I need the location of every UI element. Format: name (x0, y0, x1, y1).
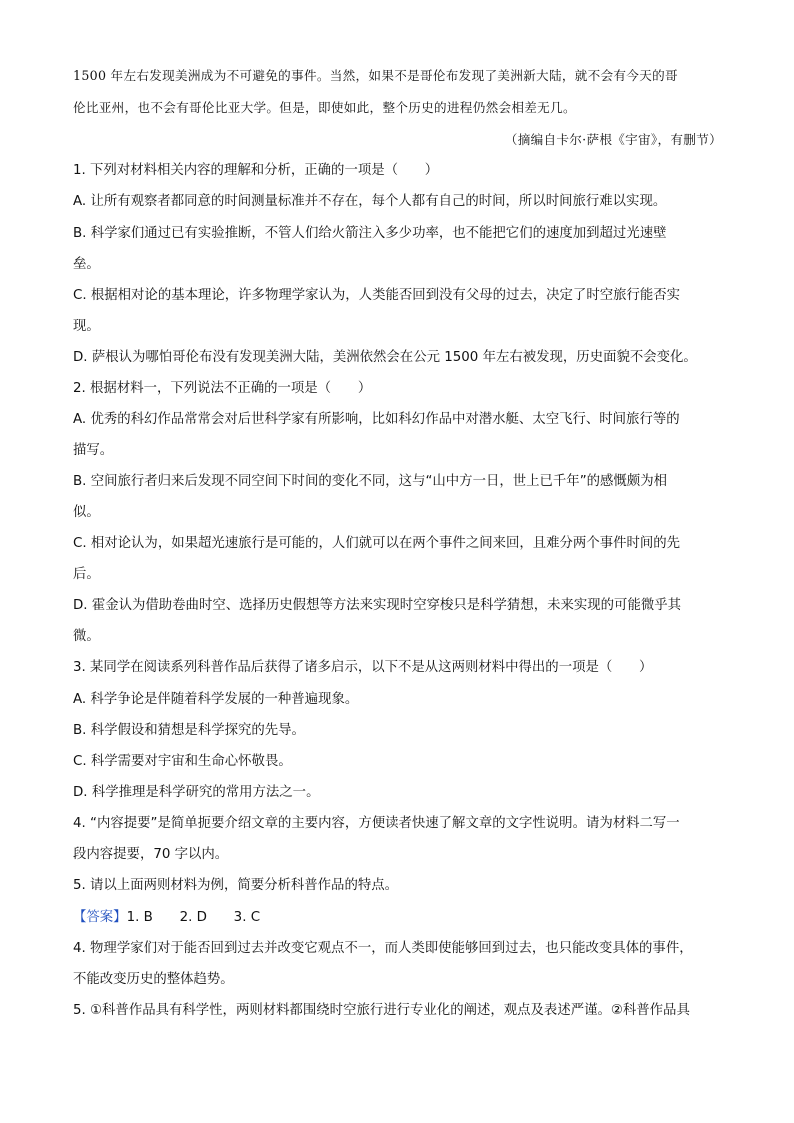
question-2-option-d: D. 霍金认为借助卷曲时空、选择历史假想等方法来实现时空穿梭只是科学猜想，未来实现的可能微乎其 (73, 598, 682, 613)
question-4-stem-cont: 段内容提要，70 字以内。 (73, 847, 229, 862)
question-2-option-b-cont: 似。 (73, 505, 100, 520)
question-1-option-b-cont: 垒。 (73, 257, 100, 272)
question-2-option-c-cont: 后。 (73, 567, 100, 582)
question-2-option-a-cont: 描写。 (73, 443, 114, 458)
question-2-stem: 2. 根据材料一，下列说法不正确的一项是（ ） (73, 381, 372, 396)
question-3-option-a: A. 科学争论是伴随着科学发展的一种普遍现象。 (73, 692, 359, 707)
question-2-option-b: B. 空间旅行者归来后发现不同空间下时间的变化不同，这与“山中方一日，世上已千年”的感慨颇为相 (73, 474, 667, 489)
question-3-option-b: B. 科学假设和猜想是科学探究的先导。 (73, 723, 305, 738)
question-2-option-a: A. 优秀的科幻作品常常会对后世科学家有所影响，比如科幻作品中对潜水艇、太空飞行、时间旅行等的 (73, 412, 680, 427)
question-1-stem: 1. 下列对材料相关内容的理解和分析，正确的一项是（ ） (73, 163, 439, 178)
question-5-stem: 5. 请以上面两则材料为例，简要分析科普作品的特点。 (73, 878, 399, 893)
question-4-stem: 4. “内容提要”是简单扼要介绍文章的主要内容，方便读者快速了解文章的文字性说明。请为材料二写一 (73, 816, 680, 831)
answer-5-line-1: 5. ①科普作品具有科学性，两则材料都围绕时空旅行进行专业化的阐述，观点及表述严谨。②科普作品具 (73, 1003, 690, 1018)
passage-source: （摘编自卡尔·萨根《宇宙》，有删节） (504, 132, 722, 147)
question-2-option-c: C. 相对论认为，如果超光速旅行是可能的，人们就可以在两个事件之间来回，且难分两个事件时间的先 (73, 536, 681, 551)
passage-line-1: 1500 年左右发现美洲成为不可避免的事件。当然，如果不是哥伦布发现了美洲新大陆，就不会有今天的哥 (73, 68, 678, 83)
answer-text: 1. B 2. D 3. C (126, 910, 261, 925)
passage-line-2: 伦比亚州，也不会有哥伦比亚大学。但是，即使如此，整个历史的进程仍然会相差无几。 (73, 100, 576, 115)
question-2-option-d-cont: 微。 (73, 629, 100, 644)
answer-4-line-1: 4. 物理学家们对于能否回到过去并改变它观点不一，而人类即使能够回到过去，也只能改变具体的事件， (73, 941, 693, 956)
question-1-option-d: D. 萨根认为哪怕哥伦布没有发现美洲大陆，美洲依然会在公元 1500 年左右被发现，历史面貌不会变化。 (73, 350, 697, 365)
question-1-option-b: B. 科学家们通过已有实验推断，不管人们给火箭注入多少功率，也不能把它们的速度加到超过光速壁 (73, 226, 667, 241)
answer-label: 【答案】 (73, 910, 127, 925)
answer-4-line-2: 不能改变历史的整体趋势。 (73, 972, 234, 987)
question-3-stem: 3. 某同学在阅读系列科普作品后获得了诸多启示，以下不是从这两则材料中得出的一项是（ ） (73, 660, 653, 675)
question-1-option-c: C. 根据相对论的基本理论，许多物理学家认为，人类能否回到没有父母的过去，决定了时空旅行能否实 (73, 288, 681, 303)
question-3-option-d: D. 科学推理是科学研究的常用方法之一。 (73, 785, 320, 800)
question-3-option-c: C. 科学需要对宇宙和生命心怀敬畏。 (73, 754, 292, 769)
question-1-option-a: A. 让所有观察者都同意的时间测量标准并不存在，每个人都有自己的时间，所以时间旅行难以实现。 (73, 194, 667, 209)
question-1-option-c-cont: 现。 (73, 319, 100, 334)
answer-line (73, 908, 723, 928)
